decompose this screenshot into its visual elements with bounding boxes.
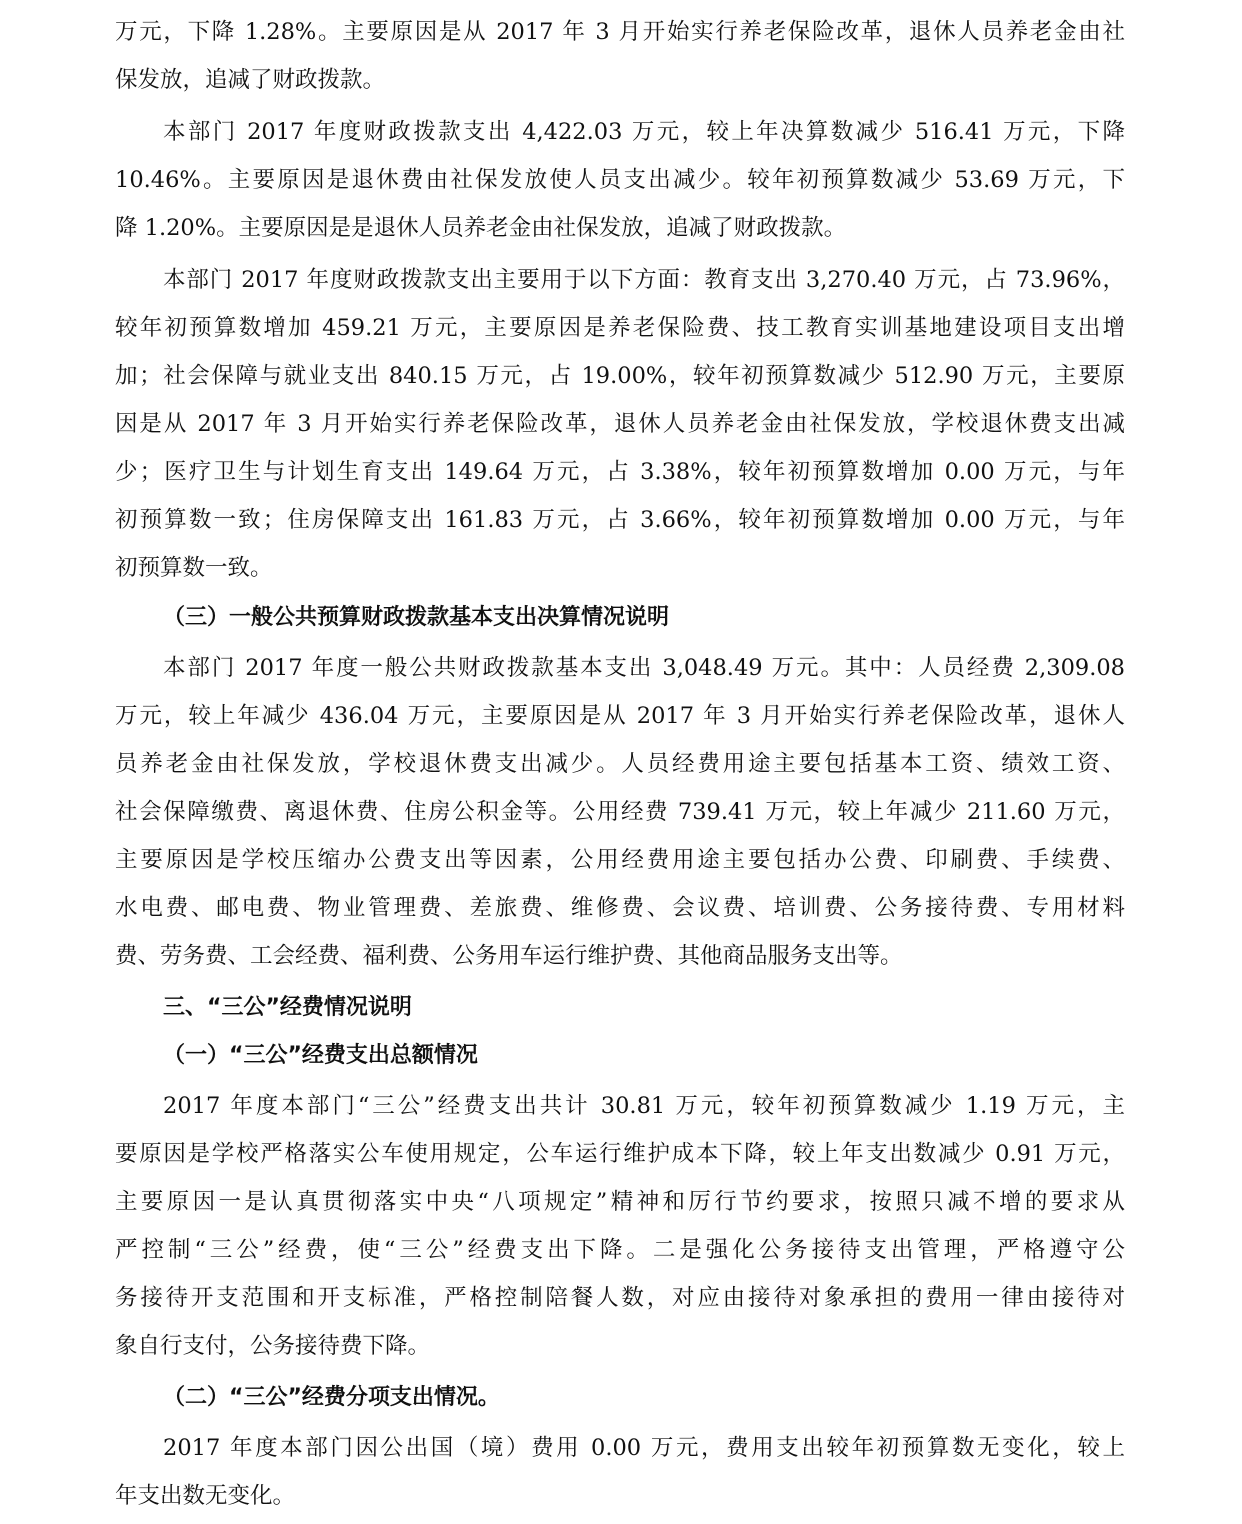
- text-line: 10.46%。主要原因是退休费由社保发放使人员支出减少。较年初预算数减少 53.69 万元，下: [115, 167, 1125, 193]
- paragraph-first-line: 本部门 2017 年度财政拨款支出 4,422.03 万元，较上年决算数减少 516.41 万元，下降: [163, 119, 1125, 145]
- text-line: 万元，下降 1.28%。主要原因是从 2017 年 3 月开始实行养老保险改革，退休人员养老金由社: [115, 19, 1125, 45]
- paragraph-first-line: 2017 年度本部门因公出国（境）费用 0.00 万元，费用支出较年初预算数无变化，较上: [163, 1435, 1125, 1461]
- section-heading: （三）一般公共预算财政拨款基本支出决算情况说明: [163, 605, 670, 630]
- text-line: 年支出数无变化。: [115, 1483, 296, 1509]
- text-line: 员养老金由社保发放，学校退休费支出减少。人员经费用途主要包括基本工资、绩效工资、: [115, 751, 1125, 777]
- text-line: 万元，较上年减少 436.04 万元，主要原因是从 2017 年 3 月开始实行养老保险改革，退休人: [115, 703, 1125, 729]
- text-line: 严控制“三公”经费，使“三公”经费支出下降。二是强化公务接待支出管理，严格遵守公: [115, 1237, 1125, 1263]
- text-line: 象自行支付，公务接待费下降。: [115, 1333, 431, 1359]
- text-line: 初预算数一致；住房保障支出 161.83 万元，占 3.66%，较年初预算数增加 0.00 万元，与年: [115, 507, 1125, 533]
- text-line: 社会保障缴费、离退休费、住房公积金等。公用经费 739.41 万元，较上年减少 211.60 万元，: [115, 799, 1125, 825]
- text-line: 因是从 2017 年 3 月开始实行养老保险改革，退休人员养老金由社保发放，学校退休费支出减: [115, 411, 1125, 437]
- subsection-heading: （一）“三公”经费支出总额情况: [163, 1043, 478, 1068]
- paragraph-first-line: 2017 年度本部门“三公”经费支出共计 30.81 万元，较年初预算数减少 1.19 万元，主: [163, 1093, 1125, 1119]
- text-line: 较年初预算数增加 459.21 万元，主要原因是养老保险费、技工教育实训基地建设项目支出增: [115, 315, 1125, 341]
- text-line: 加；社会保障与就业支出 840.15 万元，占 19.00%，较年初预算数减少 512.90 万元，主要原: [115, 363, 1125, 389]
- paragraph-first-line: 本部门 2017 年度财政拨款支出主要用于以下方面：教育支出 3,270.40 万元，占 73.96%，: [163, 267, 1125, 293]
- text-line: 主要原因是学校压缩办公费支出等因素，公用经费用途主要包括办公费、印刷费、手续费、: [115, 847, 1125, 873]
- text-line: 要原因是学校严格落实公车使用规定，公车运行维护成本下降，较上年支出数减少 0.91 万元，: [115, 1141, 1125, 1167]
- text-line: 保发放，追减了财政拨款。: [115, 67, 386, 93]
- text-line: 主要原因一是认真贯彻落实中央“八项规定”精神和厉行节约要求，按照只减不增的要求从: [115, 1189, 1125, 1215]
- text-line: 费、劳务费、工会经费、福利费、公务用车运行维护费、其他商品服务支出等。: [115, 943, 903, 969]
- subsection-heading: （二）“三公”经费分项支出情况。: [163, 1385, 500, 1410]
- text-line: 少；医疗卫生与计划生育支出 149.64 万元，占 3.38%，较年初预算数增加 0.00 万元，与年: [115, 459, 1125, 485]
- text-line: 水电费、邮电费、物业管理费、差旅费、维修费、会议费、培训费、公务接待费、专用材料: [115, 895, 1125, 921]
- section-heading: 三、“三公”经费情况说明: [163, 995, 412, 1020]
- paragraph-first-line: 本部门 2017 年度一般公共财政拨款基本支出 3,048.49 万元。其中：人员经费 2,309.08: [163, 655, 1125, 681]
- text-line: 初预算数一致。: [115, 555, 273, 581]
- text-line: 降 1.20%。主要原因是是退休人员养老金由社保发放，追减了财政拨款。: [115, 215, 847, 241]
- text-line: 务接待开支范围和开支标准，严格控制陪餐人数，对应由接待对象承担的费用一律由接待对: [115, 1285, 1125, 1311]
